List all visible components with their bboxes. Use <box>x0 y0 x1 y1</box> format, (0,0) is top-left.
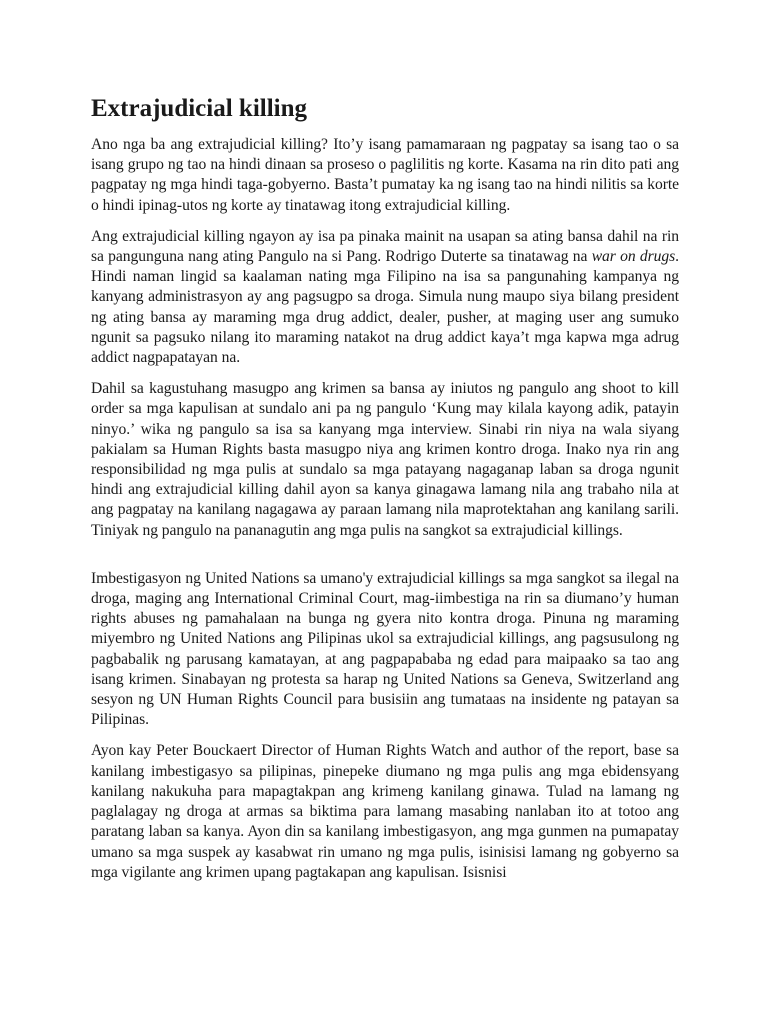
paragraph-war-on-drugs-before: Ang extrajudicial killing ngayon ay isa pa pinaka mainit na usapan sa ating bansa dahil na rin sa pangunguna nang ating Pangulo na si Pang. Rodrigo Duterte sa tinatawag na <box>91 227 679 266</box>
paragraph-un-investigation: Imbestigasyon ng United Nations sa umano'y extrajudicial killings sa mga sangkot sa ilegal na droga, maging ang International Criminal Court, mag-iimbestiga na rin sa diumano’y human rights abuses ng pamahalaan na bunga ng gyera nito kontra droga. Pinuna ng maraming miyembro ng United Nations ang Pilipinas ukol sa extrajudicial killings, ang pagsusulong ng pagbabalik ng parusang kamatayan, at ang pagpapababa ng edad para maipaako sa tao ang isang krimen. Sinabayan ng protesta sa harap ng United Nations sa Geneva, Switzerland ang sesyon ng UN Human Rights Council para busisiin ang tumataas na insidente ng patayan sa Pilipinas. <box>91 569 679 729</box>
paragraph-shoot-to-kill: Dahil sa kagustuhang masugpo ang krimen sa bansa ay iniutos ng pangulo ang shoot to kill order sa mga kapulisan at sundalo ani pa ng pangulo ‘Kung may kilala kayong adik, patayin ninyo.’ wika ng pangulo sa isa sa kanyang mga interview. Sinabi rin niya na wala siyang pakialam sa Human Rights basta masugpo niya ang krimen kontro droga. Inako nya rin ang responsibilidad ng mga pulis at sundalo sa mga patayang nagaganap laban sa droga ngunit hindi ang extrajudicial killing dahil ayon sa kanya ginagawa lamang nila ang trabaho nila at ang pagpatay na kanilang nagagawa ay paraan lamang nila maprotektahan ang kanilang sarili. Tiniyak ng pangulo na pananagutin ang mga pulis na sangkot sa extrajudicial killings. <box>91 380 679 539</box>
paragraph-war-on-drugs-after: . Hindi naman lingid sa kaalaman nating mga Filipino na isa sa pangunahing kampanya ng kanyang administrasyon ay ang pagsugpo sa droga. Simula nung maupo siya bilang president ng ating bansa ay maraming mga drug addict, dealer, pusher, at maging user ang sumuko ngunit sa pagsuko nilang ito maraming natakot na drug addict kaya’t mga kapwa mga adrug addict nagpapatayan na. <box>91 248 679 367</box>
document-title: Extrajudicial killing <box>91 95 308 122</box>
paragraph-war-on-drugs <box>91 227 679 368</box>
paragraph-definition: Ano nga ba ang extrajudicial killing? Ito’y isang pamamaraan ng pagpatay sa isang tao o sa isang grupo ng tao na hindi dinaan sa proseso o paglilitis ng korte. Kasama na rin dito pati ang pagpatay ng mga hindi taga-gobyerno. Basta’t pumatay ka ng isang tao na hindi nilitis sa korte o hindi ipinag-utos ng korte ay tinatawag itong extrajudicial killing. <box>91 136 679 214</box>
document-page <box>91 92 679 894</box>
emphasis-war-on-drugs: war on drugs <box>591 248 676 266</box>
paragraph-human-rights-watch: Ayon kay Peter Bouckaert Director of Human Rights Watch and author of the report, base sa kanilang imbestigasyo sa pilipinas, pinepeke diumano ng mga pulis ang mga ebidensyang kanilang nakukuha para mapagtakpan ang krimeng kanilang ginawa. Tulad na lamang ng paglalagay ng droga at armas sa biktima para lamang masabing nanlaban ito at totoo ang paratang laban sa kanya. Ayon din sa kanilang imbestigasyon, ang mga gunmen na pumapatay umano sa mga suspek ay kasabwat rin umano ng mga pulis, isinisisi lamang ng gobyerno sa mga vigilante ang krimen upang pagtakapan ang kapulisan. Isisnisi <box>91 742 679 881</box>
